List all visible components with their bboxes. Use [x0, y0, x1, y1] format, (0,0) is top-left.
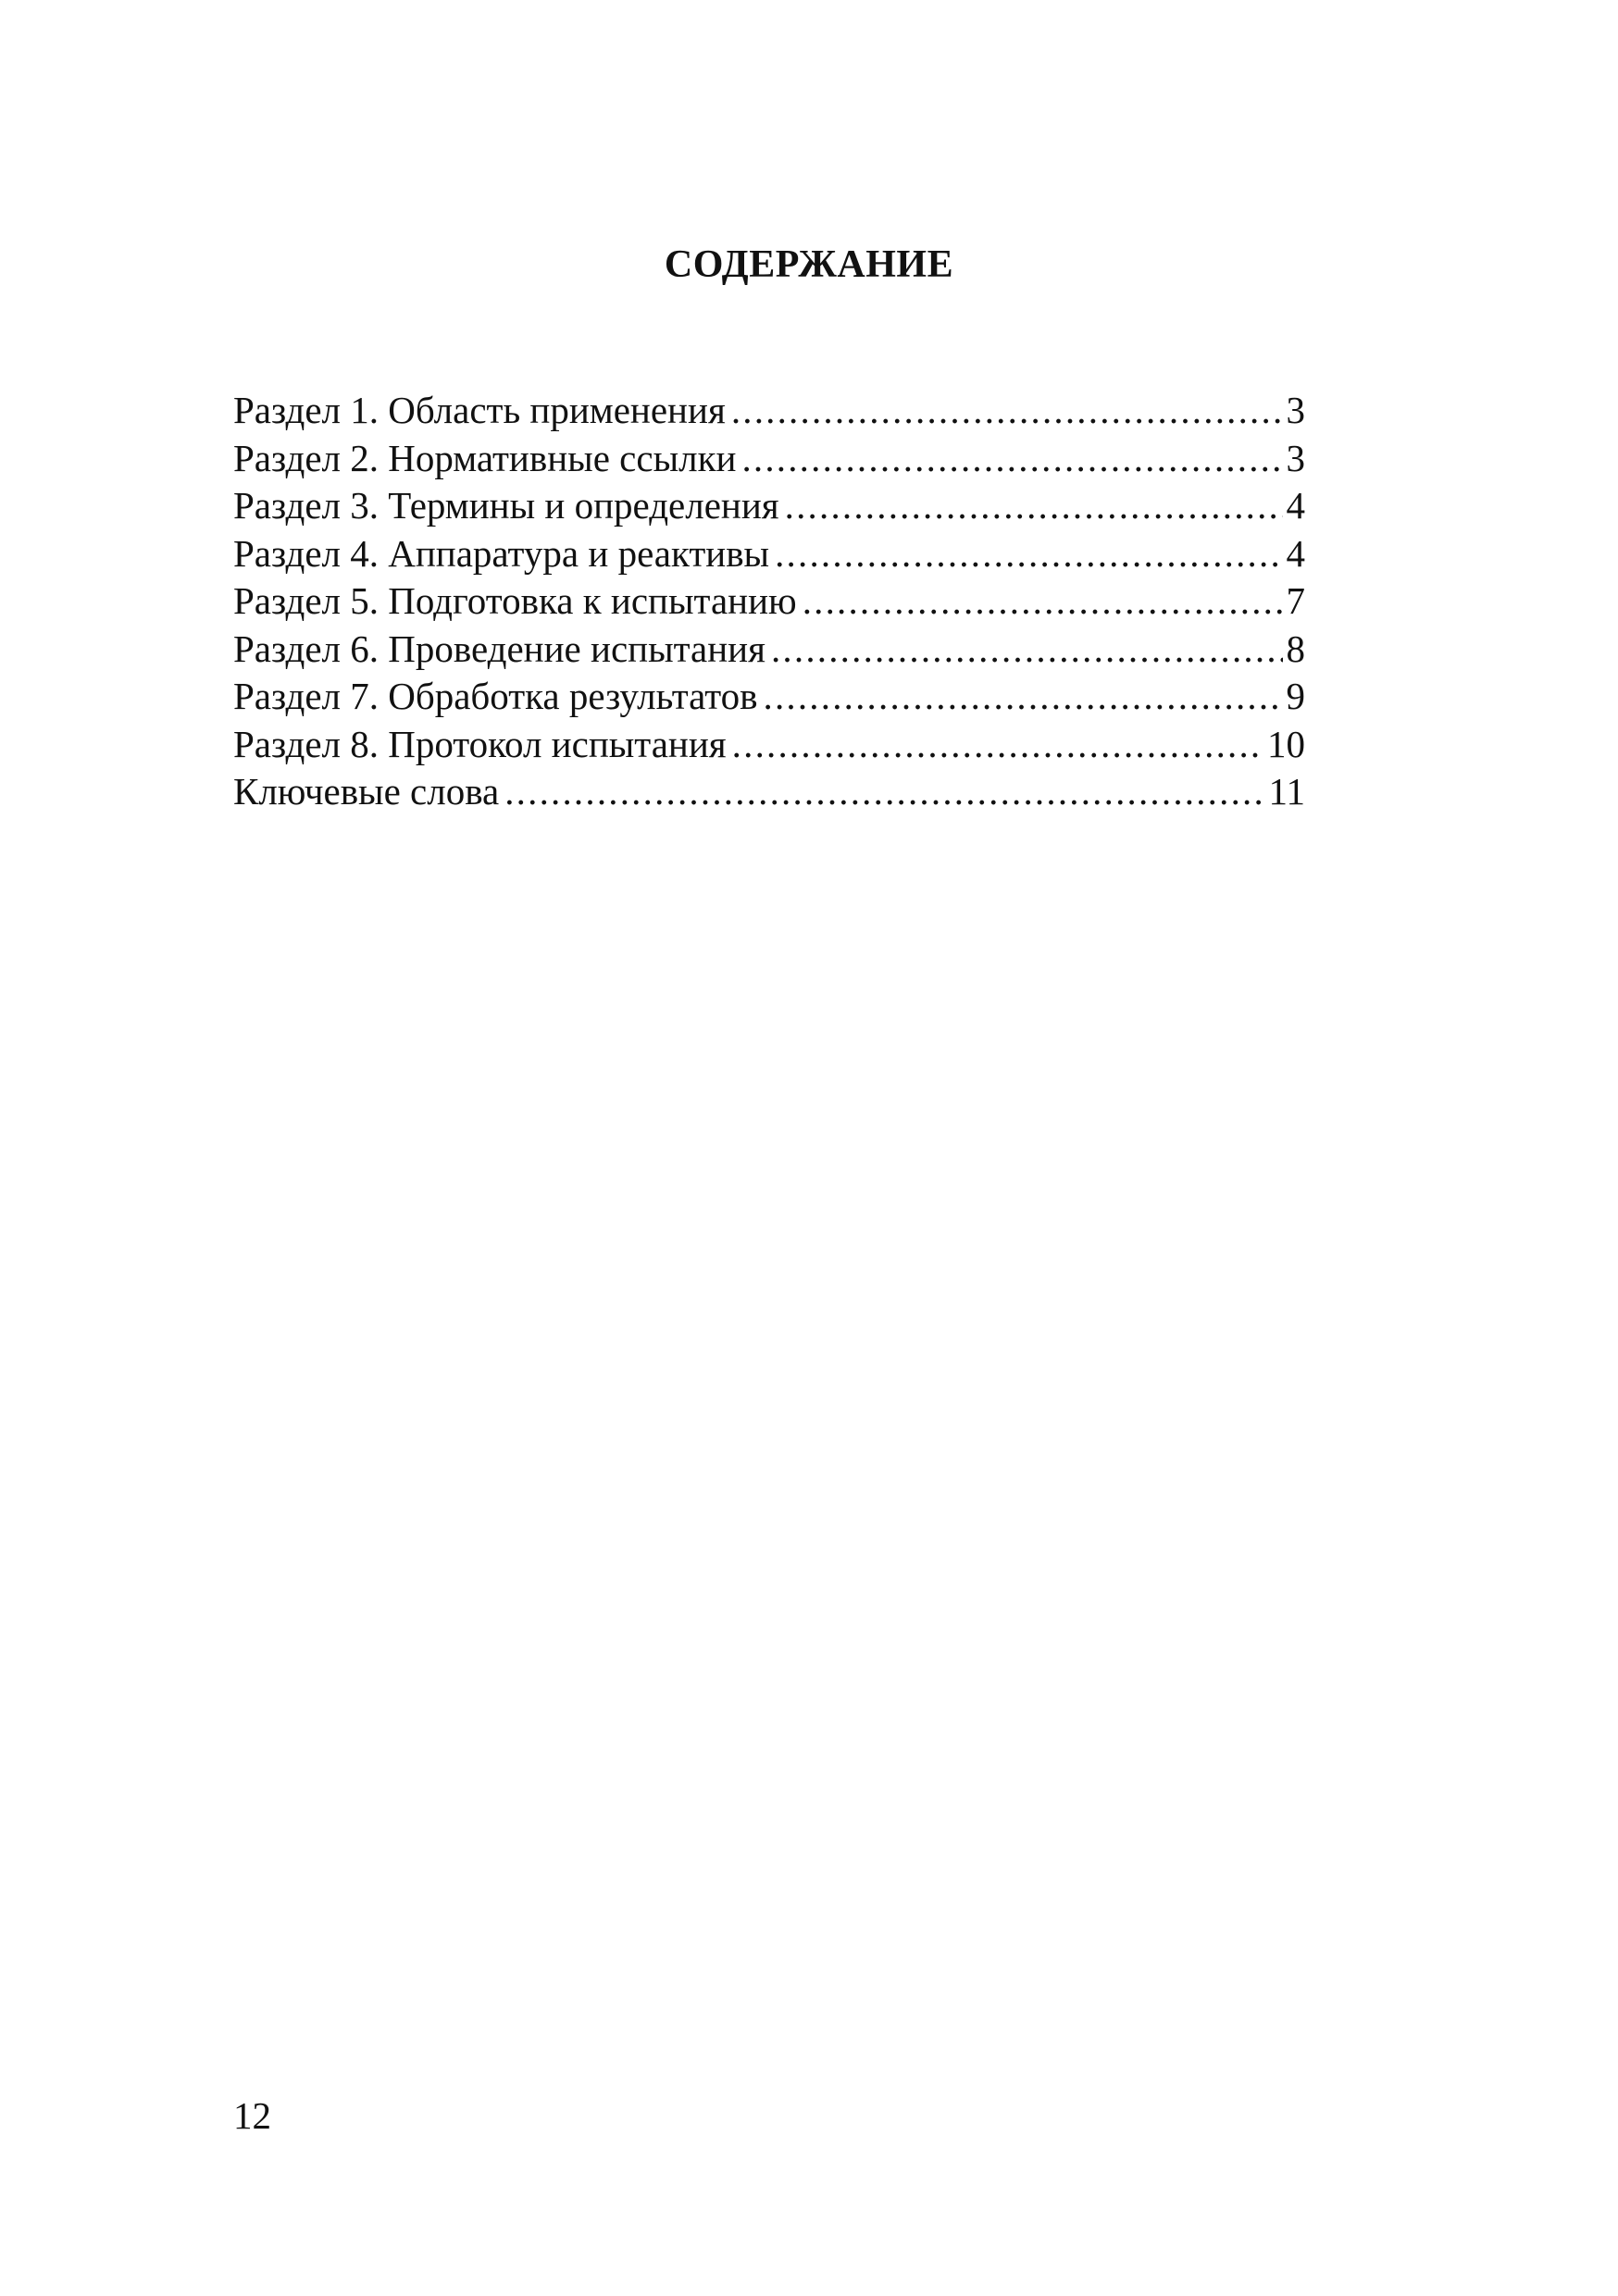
toc-entry[interactable]	[233, 387, 1305, 435]
toc-dot-leader	[775, 530, 1282, 578]
toc-entry[interactable]	[233, 768, 1305, 816]
toc-entry-page: 4	[1286, 531, 1305, 575]
toc-entry[interactable]	[233, 435, 1305, 483]
toc-entry-label: Раздел 7. Обработка результатов	[233, 675, 758, 717]
toc-entry[interactable]	[233, 577, 1305, 626]
toc-dot-leader	[732, 721, 1263, 769]
toc-entry[interactable]	[233, 721, 1305, 769]
toc-entry-page: 3	[1286, 436, 1305, 479]
toc-entry[interactable]	[233, 673, 1305, 721]
toc-dot-leader	[741, 435, 1282, 483]
toc-dot-leader	[764, 673, 1283, 721]
toc-entry-page: 8	[1286, 627, 1305, 670]
toc-entry-label: Раздел 1. Область применения	[233, 389, 726, 431]
toc-entry-label: Раздел 6. Проведение испытания	[233, 627, 765, 670]
toc-entry-label: Раздел 5. Подготовка к испытанию	[233, 579, 797, 622]
toc-entry-page: 10	[1267, 722, 1305, 765]
toc-entry-page: 4	[1286, 484, 1305, 527]
toc-dot-leader	[785, 482, 1283, 530]
toc-entry-label: Раздел 4. Аппаратура и реактивы	[233, 531, 770, 575]
toc-entry-label: Ключевые слова	[233, 770, 500, 813]
toc-entry-label: Раздел 3. Термины и определения	[233, 484, 779, 527]
table-of-contents	[233, 387, 1305, 816]
toc-entry-page: 3	[1286, 389, 1305, 431]
toc-entry-label: Раздел 8. Протокол испытания	[233, 722, 727, 765]
toc-dot-leader	[771, 626, 1283, 674]
toc-dot-leader	[504, 768, 1264, 816]
toc-entry[interactable]	[233, 482, 1305, 530]
toc-entry-label: Раздел 2. Нормативные ссылки	[233, 436, 737, 479]
page-number: 12	[233, 2094, 271, 2137]
toc-dot-leader	[803, 577, 1283, 626]
toc-entry-page: 9	[1286, 675, 1305, 717]
toc-entry[interactable]	[233, 626, 1305, 674]
toc-entry-page: 11	[1268, 770, 1305, 813]
toc-entry[interactable]	[233, 530, 1305, 578]
toc-dot-leader	[731, 387, 1283, 435]
page-title: СОДЕРЖАНИЕ	[664, 243, 954, 286]
toc-entry-page: 7	[1286, 579, 1305, 622]
